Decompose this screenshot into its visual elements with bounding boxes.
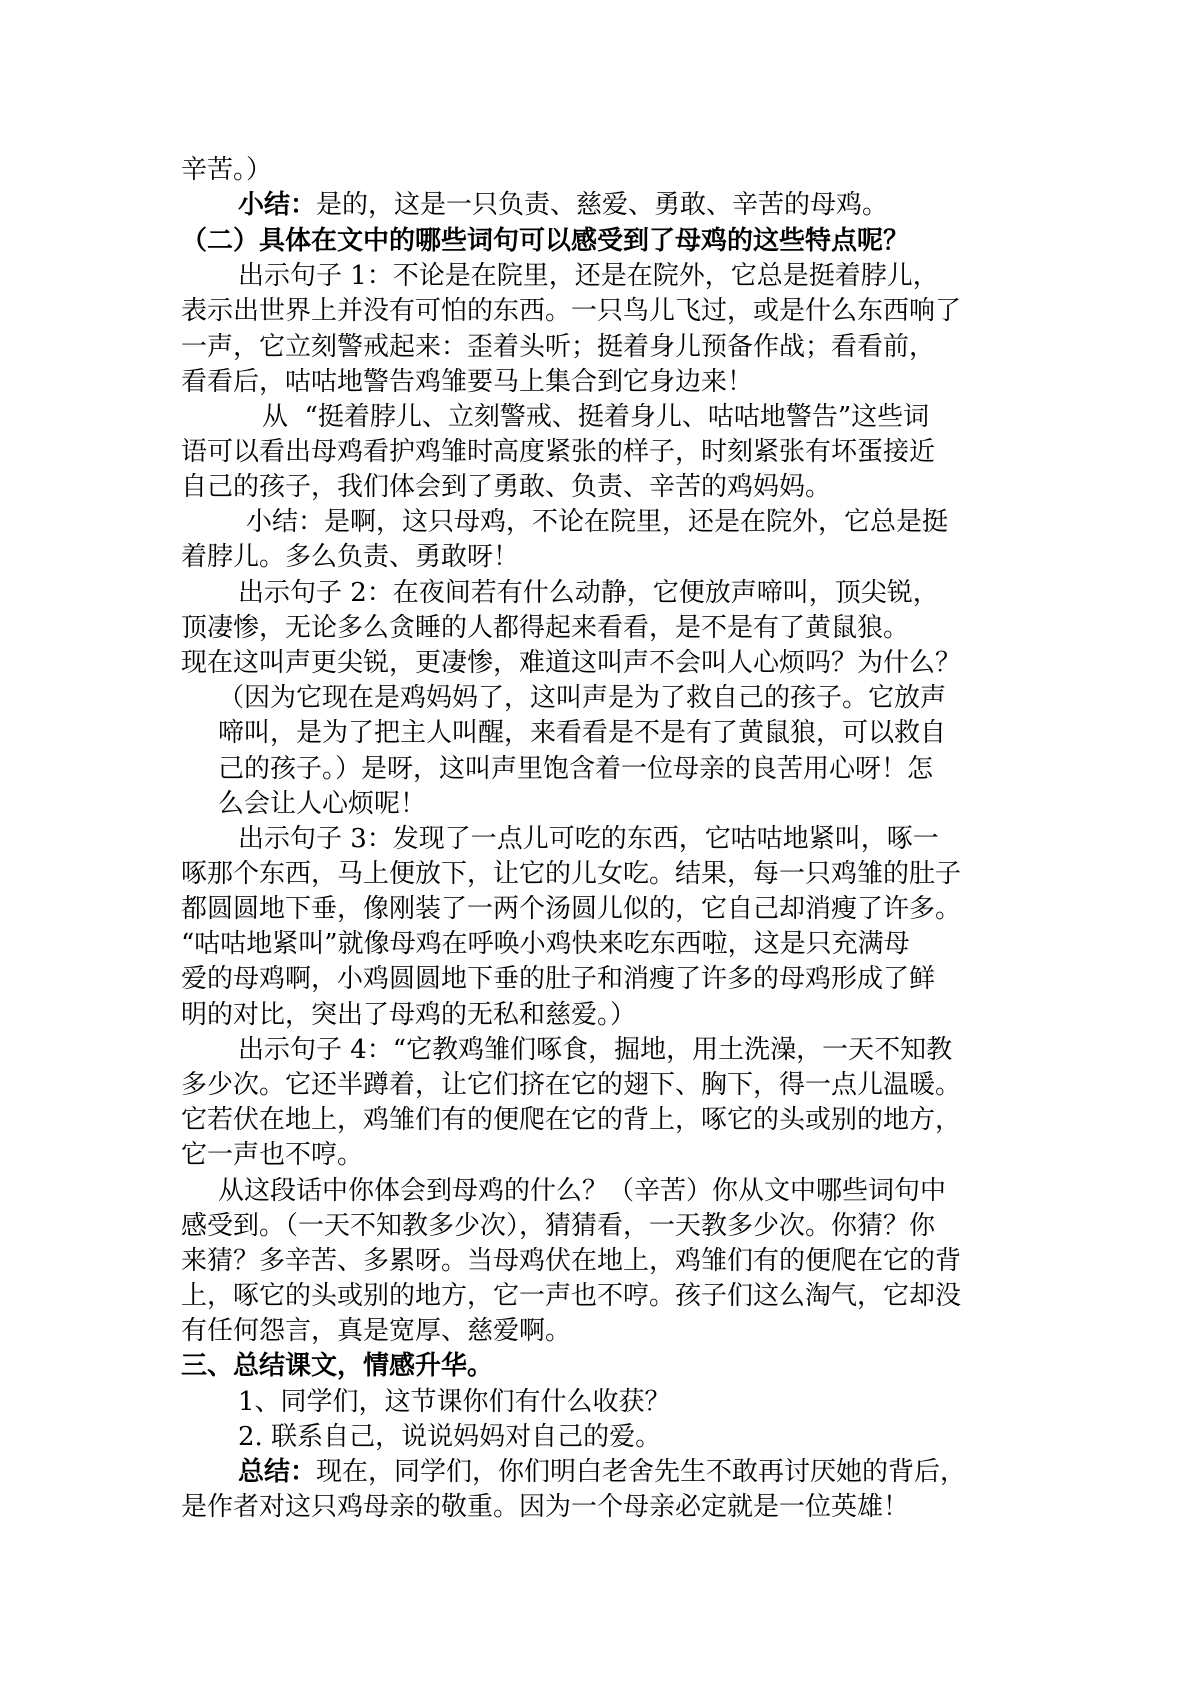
text-line: 它一声也不哼。 — [181, 1140, 364, 1170]
text-line: 感受到。（一天不知教多少次），猜猜看，一天教多少次。你猜？你 — [181, 1211, 936, 1241]
section-heading: 三、总结课文，情感升华。 — [181, 1351, 494, 1381]
text-line: 啼叫，是为了把主人叫醒，来看看是不是有了黄鼠狼，可以救自 — [218, 718, 947, 748]
text-line: （因为它现在是鸡妈妈了，这叫声是为了救自己的孩子。它放声 — [218, 683, 947, 713]
section-heading: （二）具体在文中的哪些词句可以感受到了母鸡的这些特点呢？ — [181, 226, 910, 256]
text-line: 2. 联系自己，说说妈妈对自己的爱。 — [238, 1422, 662, 1452]
text-line: 么会让人心烦呢！ — [218, 789, 427, 819]
text-line: 啄那个东西，马上便放下，让它的儿女吃。结果，每一只鸡雏的肚子 — [181, 859, 962, 889]
text-line: 从这段话中你体会到母鸡的什么？（辛苦）你从文中哪些词句中 — [218, 1176, 947, 1206]
conclusion-label: 总结： — [238, 1457, 317, 1487]
text-line: 来猜？多辛苦、多累呀。当母鸡伏在地上，鸡雏们有的便爬在它的背 — [181, 1246, 962, 1276]
text-line: 顶凄惨，无论多么贪睡的人都得起来看看，是不是有了黄鼠狼。 — [181, 613, 910, 643]
text-line: 自己的孩子，我们体会到了勇敢、负责、辛苦的鸡妈妈。 — [181, 472, 832, 502]
summary-text: 是的，这是一只负责、慈爱、勇敢、辛苦的母鸡。 — [316, 190, 889, 220]
text-line: 现在这叫声更尖锐，更凄惨，难道这叫声不会叫人心烦吗？为什么？ — [181, 648, 962, 678]
text-line: 着脖儿。多么负责、勇敢呀！ — [181, 542, 520, 572]
summary-line — [238, 188, 888, 223]
text-line: 1、同学们，这节课你们有什么收获？ — [238, 1387, 671, 1417]
text-line: 语可以看出母鸡看护鸡雏时高度紧张的样子，时刻紧张有坏蛋接近 — [181, 437, 936, 467]
text-line: 爱的母鸡啊，小鸡圆圆地下垂的肚子和消瘦了许多的母鸡形成了鲜 — [181, 964, 936, 994]
text-line: 出示句子 4：“它教鸡雏们啄食，掘地，用土洗澡，一天不知教 — [238, 1035, 953, 1065]
text-line: 是作者对这只鸡母亲的敬重。因为一个母亲必定就是一位英雄！ — [181, 1492, 910, 1522]
text-line: 表示出世界上并没有可怕的东西。一只鸟儿飞过，或是什么东西响了 — [181, 296, 962, 326]
conclusion-text: 现在，同学们，你们明白老舍先生不敢再讨厌她的背后， — [316, 1457, 967, 1487]
text-line: 辛苦。） — [181, 155, 273, 185]
text-line: 都圆圆地下垂，像刚装了一两个汤圆儿似的，它自己却消瘦了许多。 — [181, 894, 962, 924]
text-line: 出示句子 1：不论是在院里，还是在院外，它总是挺着脖儿， — [238, 261, 939, 291]
text-line: 出示句子 3：发现了一点儿可吃的东西，它咕咕地紧叫，啄一 — [238, 824, 939, 854]
text-line: 出示句子 2：在夜间若有什么动静，它便放声啼叫，顶尖锐， — [238, 578, 939, 608]
text-line: 小结：是啊，这只母鸡，不论在院里，还是在院外，它总是挺 — [246, 507, 949, 537]
text-line: 一声，它立刻警戒起来：歪着头听；挺着身儿预备作战；看看前， — [181, 332, 936, 362]
text-line: 上，啄它的头或别的地方，它一声也不哼。孩子们这么淘气，它却没 — [181, 1281, 962, 1311]
text-line: “咕咕地紧叫”就像母鸡在呼唤小鸡快来吃东西啦，这是只充满母 — [181, 929, 910, 959]
summary-label: 小结： — [238, 190, 317, 220]
text-line: 有任何怨言，真是宽厚、慈爱啊。 — [181, 1316, 572, 1346]
text-line: 多少次。它还半蹲着，让它们挤在它的翅下、胸下，得一点儿温暖。 — [181, 1070, 962, 1100]
conclusion-line — [238, 1455, 966, 1490]
text-line: 看看后，咕咕地警告鸡雏要马上集合到它身边来！ — [181, 367, 754, 397]
text-line: 它若伏在地上，鸡雏们有的便爬在它的背上，啄它的头或别的地方， — [181, 1105, 962, 1135]
text-line: 己的孩子。）是呀，这叫声里饱含着一位母亲的良苦用心呀！怎 — [218, 754, 934, 784]
text-line: 明的对比，突出了母鸡的无私和慈爱。） — [181, 1000, 637, 1030]
text-line: 从 “挺着脖儿、立刻警戒、挺着身儿、咕咕地警告”这些词 — [262, 402, 930, 432]
